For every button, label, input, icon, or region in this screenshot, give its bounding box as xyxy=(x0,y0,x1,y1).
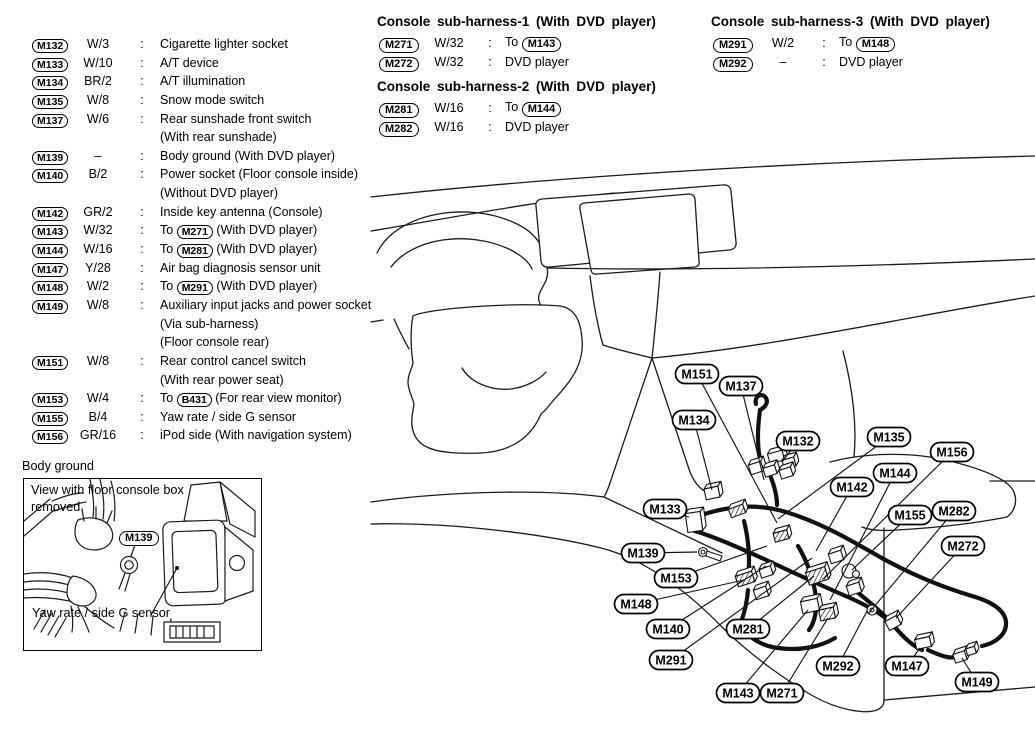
callout-label: M143 xyxy=(722,686,754,701)
subharness-colon: : xyxy=(488,101,492,116)
callout-label: M282 xyxy=(938,504,970,519)
subharness-wire-code: – xyxy=(779,55,787,70)
legend-colon: : xyxy=(140,242,144,257)
legend-colon: : xyxy=(140,409,144,424)
diagram-callout-M271 xyxy=(761,684,804,703)
connector-badge-M144: M144 xyxy=(522,102,562,117)
callout-label: M292 xyxy=(822,659,854,674)
connector-badge-M135: M135 xyxy=(32,95,68,109)
connector-badge-M143: M143 xyxy=(522,37,562,52)
connector-badge-M133: M133 xyxy=(32,58,68,72)
description-text: (With DVD player) xyxy=(212,279,318,294)
callout-label: M133 xyxy=(649,502,681,517)
harness-wire xyxy=(770,475,777,505)
description-text: To xyxy=(160,223,177,238)
connector-badge-M156: M156 xyxy=(32,430,68,444)
connector-badge-B431: B431 xyxy=(177,393,212,407)
diagram-callout-M132 xyxy=(777,432,820,451)
connector-badge-M292: M292 xyxy=(713,57,753,72)
diagram-callout-M153 xyxy=(655,569,698,588)
description-text: (Floor console rear) xyxy=(160,335,270,350)
callout-label: M151 xyxy=(681,367,713,382)
callout-label: M144 xyxy=(879,466,911,481)
diagram-callout-M139 xyxy=(622,544,665,563)
description-text: (With rear sunshade) xyxy=(160,130,277,145)
inset-wire-boot xyxy=(67,576,96,606)
connector-badge-M271: M271 xyxy=(177,225,213,239)
legend-colon: : xyxy=(140,37,144,51)
diagram-callout-M272 xyxy=(942,537,985,556)
inset-connector-cage xyxy=(164,622,220,642)
connector-box xyxy=(772,525,793,542)
description-text: To xyxy=(160,279,177,294)
subharness-colon: : xyxy=(822,36,826,51)
connector-badge-M282: M282 xyxy=(379,122,419,137)
body-ground-inset xyxy=(23,478,262,651)
description-text: Rear sunshade front switch xyxy=(160,111,312,126)
connector-box xyxy=(845,577,865,596)
callout-label: M271 xyxy=(766,686,798,701)
connector-badge-M140: M140 xyxy=(32,169,68,183)
connector-badge-M272: M272 xyxy=(379,57,419,72)
legend-wire-code: Y/28 xyxy=(85,260,111,275)
legend-colon: : xyxy=(140,223,144,238)
diagram-callout-M133 xyxy=(644,500,687,519)
connector-badge-M281: M281 xyxy=(177,244,213,258)
cluster-hood-inner xyxy=(391,239,532,269)
description-text: Rear control cancel switch xyxy=(160,353,306,368)
legend-colon: : xyxy=(140,204,144,219)
legend-colon: : xyxy=(140,55,144,70)
description-text: Snow mode switch xyxy=(160,92,265,107)
legend-colon: : xyxy=(140,167,144,182)
connector-badge-M139: M139 xyxy=(119,531,159,546)
description-text: iPod side (With navigation system) xyxy=(160,428,352,443)
dash-bottom-curve xyxy=(371,492,604,502)
inset-caption: Yaw rate / side G sensor xyxy=(32,606,170,620)
leader-line-M272 xyxy=(896,546,963,618)
description-text: DVD player xyxy=(839,55,903,70)
legend-wire-code: W/32 xyxy=(83,223,113,238)
connector-badge-M134: M134 xyxy=(32,76,68,90)
description-text: Air bag diagnosis sensor unit xyxy=(160,260,321,275)
description-text: Yaw rate / side G sensor xyxy=(160,409,296,424)
description-text: To xyxy=(839,34,856,49)
connector-badge-M155: M155 xyxy=(32,412,68,426)
leader-line-M282 xyxy=(868,508,954,614)
legend-colon: : xyxy=(140,391,144,406)
diagram-callout-M147 xyxy=(886,657,929,676)
legend-wire-code: – xyxy=(94,148,102,163)
harness-wire-curl xyxy=(756,395,767,410)
legend-wire-code: W/3 xyxy=(86,37,110,51)
leader-line-M271 xyxy=(782,618,828,693)
round-connector-end xyxy=(853,571,860,578)
subharness-colon: : xyxy=(488,36,492,51)
callout-label: M272 xyxy=(947,539,979,554)
inset-bolt-shaft xyxy=(119,573,130,591)
diagram-callout-M142 xyxy=(831,478,874,497)
harness-wire xyxy=(798,546,816,630)
harness-wires xyxy=(692,395,1006,657)
callout-label: M139 xyxy=(627,546,659,561)
subharness-colon: : xyxy=(822,55,826,70)
console-side-left xyxy=(604,358,652,497)
description-text: DVD player xyxy=(505,120,569,135)
inset-pointer-dot xyxy=(175,566,179,570)
connector-badge-M144: M144 xyxy=(32,244,68,258)
callout-label: M132 xyxy=(782,434,814,449)
connector-badge-M291: M291 xyxy=(713,38,753,53)
connector-box xyxy=(727,499,749,518)
harness-wire xyxy=(857,592,960,657)
legend-colon: : xyxy=(140,279,144,294)
connector-badge-M139: M139 xyxy=(32,151,68,165)
callout-label: M155 xyxy=(894,508,926,523)
legend-colon: : xyxy=(140,74,144,89)
legend-wire-code: W/16 xyxy=(83,242,113,257)
callout-label: M142 xyxy=(836,480,868,495)
subharness-wire-code: W/16 xyxy=(434,120,464,135)
connector-box xyxy=(778,462,797,479)
subharness-wire-code: W/2 xyxy=(771,36,795,51)
legend-wire-code: GR/16 xyxy=(79,428,117,443)
diagram-callout-M282 xyxy=(933,502,976,521)
center-stack-left xyxy=(590,276,603,345)
description-text: Auxiliary input jacks and power socket xyxy=(160,297,372,312)
steering-pad-detail xyxy=(371,319,409,349)
leader-line-M134 xyxy=(694,420,712,490)
description-text: Cigarette lighter socket xyxy=(160,37,288,51)
connector-badge-M271: M271 xyxy=(379,38,419,53)
legend-colon: : xyxy=(140,428,144,443)
subharness-wire-code: W/32 xyxy=(434,36,464,51)
connector-badge-M148: M148 xyxy=(856,37,896,52)
subharness-title: Console sub-harness-2 (With DVD player) xyxy=(377,79,656,94)
connector-badge-M147: M147 xyxy=(32,263,68,277)
legend-wire-code: W/10 xyxy=(83,55,113,70)
inset-bracket-hole xyxy=(230,556,245,571)
callout-label: M140 xyxy=(652,622,684,637)
steering-pad xyxy=(408,305,582,454)
inset-sensor xyxy=(163,520,228,606)
subharness-title: Console sub-harness-1 (With DVD player) xyxy=(377,14,656,29)
inset-note-line1: View with floor console box xyxy=(31,483,184,497)
center-stack-shelf xyxy=(603,345,652,358)
description-text: To xyxy=(160,242,177,257)
center-stack-right xyxy=(652,272,660,358)
diagram-callout-M144 xyxy=(874,464,917,483)
legend-wire-code: B/4 xyxy=(88,409,108,424)
description-text: (With rear power seat) xyxy=(160,372,284,387)
connector-box xyxy=(914,632,935,650)
legend-colon: : xyxy=(140,148,144,163)
connector-badge-M132: M132 xyxy=(32,39,68,53)
connector-box xyxy=(827,545,847,564)
connector-badge-M151: M151 xyxy=(32,356,68,370)
diagram-callout-M155 xyxy=(889,506,932,525)
callout-label: M147 xyxy=(891,659,923,674)
diagram-callout-M151 xyxy=(676,365,719,384)
diagram-callout-M137 xyxy=(720,377,763,396)
connector-badge-M149: M149 xyxy=(32,300,68,314)
legend-wire-code: B/2 xyxy=(88,167,108,182)
callout-label: M137 xyxy=(725,379,757,394)
description-text: (For rear view monitor) xyxy=(211,391,342,406)
diagram-callout-M148 xyxy=(615,595,658,614)
connector-badge-M142: M142 xyxy=(32,207,68,221)
subharness-colon: : xyxy=(488,120,492,135)
connector-box xyxy=(883,610,905,630)
diagram-callout-M149 xyxy=(956,673,999,692)
description-text: To xyxy=(505,99,522,114)
description-text: Inside key antenna (Console) xyxy=(160,204,323,219)
legend-colon: : xyxy=(140,111,144,126)
connector-box xyxy=(703,481,724,499)
inset-title: Body ground xyxy=(22,459,94,473)
inset-bolt xyxy=(121,557,138,574)
connector-box xyxy=(964,641,980,655)
description-text: To xyxy=(160,391,177,406)
diagram-callout-M292 xyxy=(817,657,860,676)
legend-wire-code: W/2 xyxy=(86,279,110,294)
connector-box-face xyxy=(685,512,702,533)
callout-labels xyxy=(615,365,999,703)
description-text: To xyxy=(505,34,522,49)
connector-box xyxy=(752,581,772,600)
dashboard-line-art xyxy=(371,156,1035,712)
description-text: A/T illumination xyxy=(160,74,246,89)
callout-label: M153 xyxy=(660,571,692,586)
diagram-callout-M140 xyxy=(647,620,690,639)
subharness-wire-code: W/32 xyxy=(434,55,464,70)
callout-label: M135 xyxy=(873,430,905,445)
description-text: A/T device xyxy=(160,55,219,70)
cluster-hood-outer xyxy=(377,212,547,267)
legend-wire-code: W/8 xyxy=(86,92,110,107)
legend-colon: : xyxy=(140,353,144,368)
description-text: (Without DVD player) xyxy=(160,186,279,201)
diagram-callout-M134 xyxy=(673,411,716,430)
console-hump-right xyxy=(843,351,855,457)
dash-lower-sweep xyxy=(652,296,1035,358)
callout-label: M149 xyxy=(961,675,993,690)
display-screen xyxy=(580,194,699,274)
diagram-callout-M291 xyxy=(650,651,693,670)
subharness-wire-code: W/16 xyxy=(434,101,464,116)
callout-label: M134 xyxy=(678,413,710,428)
description-text: Body ground (With DVD player) xyxy=(160,148,336,163)
inset-m139-leader xyxy=(131,545,135,556)
connector-badge-M143: M143 xyxy=(32,225,68,239)
connector-badge-M153: M153 xyxy=(32,393,68,407)
inset-connector-badge xyxy=(119,527,159,546)
inset-sensor-inner xyxy=(172,530,218,592)
diagram-callout-M156 xyxy=(931,443,974,462)
legend-colon: : xyxy=(140,92,144,107)
legend-wire-code: BR/2 xyxy=(84,74,112,89)
connector-badge-M148: M148 xyxy=(32,281,68,295)
connector-box xyxy=(685,507,707,532)
callout-label: M281 xyxy=(732,622,764,637)
inset-note xyxy=(31,482,184,516)
callout-label: M148 xyxy=(620,597,652,612)
legend-wire-code: W/8 xyxy=(86,297,110,312)
ground-grommet-hole xyxy=(701,550,705,554)
description-text: (With DVD player) xyxy=(212,242,318,257)
diagram-callout-M143 xyxy=(717,684,760,703)
legend-wire-code: GR/2 xyxy=(83,204,113,219)
connector-badge-M281: M281 xyxy=(379,103,419,118)
description-text: (With DVD player) xyxy=(212,223,318,238)
legend-wire-code: W/8 xyxy=(86,353,110,368)
legend-wire-code: W/6 xyxy=(86,111,110,126)
connector-badge-M137: M137 xyxy=(32,114,68,128)
callout-label: M156 xyxy=(936,445,968,460)
callout-label: M291 xyxy=(655,653,687,668)
diagram-callout-M135 xyxy=(868,428,911,447)
subharness-title: Console sub-harness-3 (With DVD player) xyxy=(711,14,990,29)
legend-wire-code: W/4 xyxy=(86,391,110,406)
inset-plate xyxy=(184,482,227,521)
description-text: Power socket (Floor console inside) xyxy=(160,167,358,182)
legend-colon: : xyxy=(140,260,144,275)
legend-colon: : xyxy=(140,297,144,312)
description-text: DVD player xyxy=(505,55,569,70)
description-text: (Via sub-harness) xyxy=(160,316,259,331)
inset-note-line2: removed xyxy=(31,500,81,514)
subharness-colon: : xyxy=(488,55,492,70)
connector-badge-M291: M291 xyxy=(177,281,213,295)
diagram-callout-M281 xyxy=(727,620,770,639)
